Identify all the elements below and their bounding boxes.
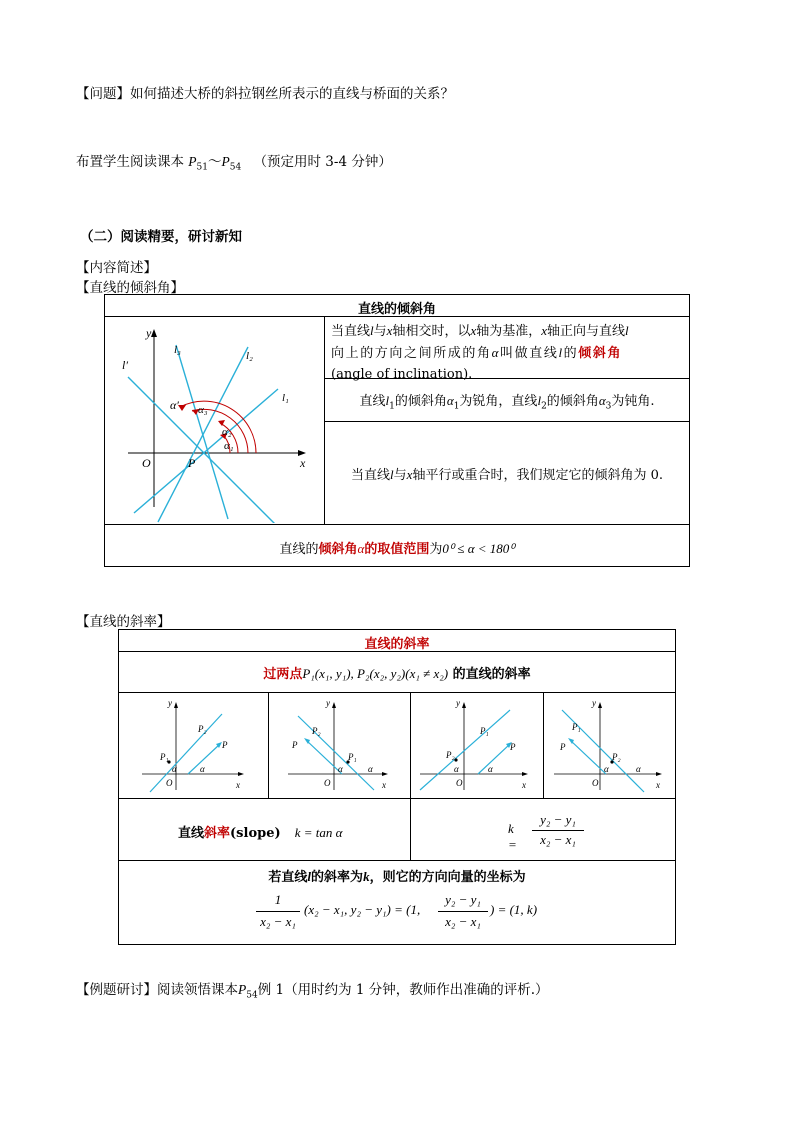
label-alpha: α — [488, 764, 493, 774]
page-to: P — [221, 154, 230, 169]
line — [298, 716, 374, 790]
slope-header: 直线的斜率 — [364, 637, 430, 652]
label-P2: P₂ — [446, 750, 455, 760]
page-to-sub: 54 — [229, 162, 242, 173]
dir-middle: (x₂ − x₁, y₂ − y₁) = (1, — [304, 902, 421, 917]
reading-assignment — [76, 150, 392, 173]
label-alpha: α — [368, 764, 373, 774]
y-arrow — [598, 702, 602, 708]
y-arrow — [151, 329, 157, 337]
dir-frac-den2: x₂ − x₁ — [445, 914, 481, 929]
slope-def-term: 斜率 — [204, 826, 231, 841]
assign-prefix: 布置学生阅读课本 — [76, 154, 184, 170]
label-y: y — [146, 326, 152, 340]
vector — [306, 740, 342, 774]
label-O: O — [324, 778, 331, 788]
label-alpha: α — [636, 764, 641, 774]
def-text: 叫做直线 — [500, 346, 559, 361]
parallel-part: 与 — [393, 468, 407, 483]
slope-def-part: 直线 — [178, 826, 205, 841]
def-text: 与 — [373, 324, 387, 339]
parallel-var: x — [406, 467, 413, 482]
divider — [410, 692, 411, 860]
label-P1: P₁ — [160, 752, 169, 762]
tilde: ～ — [208, 154, 222, 170]
question-label: 【问题】 — [76, 86, 130, 102]
divider — [324, 316, 325, 524]
def-text: 向上的方向之间所成的角 — [331, 346, 492, 361]
def-term: 倾斜角 — [578, 346, 623, 361]
slope-subheader — [118, 663, 676, 682]
def-text: 轴相交时，以 — [392, 324, 471, 339]
label-x: x — [300, 456, 306, 470]
y-arrow — [332, 702, 336, 708]
acute-sub: 3 — [605, 401, 612, 412]
label-O: O — [142, 456, 151, 470]
label-P2: P₂ — [198, 724, 207, 734]
label-y: y — [326, 698, 330, 708]
inclination-header: 直线的倾斜角 — [357, 302, 436, 317]
label-l-prime: l′ — [122, 358, 128, 372]
dir-var: k — [363, 869, 370, 884]
slope-graph-4 — [550, 696, 670, 794]
arrow-head — [178, 405, 186, 411]
divider — [543, 692, 544, 798]
dir-part: 若直线 — [268, 870, 308, 885]
acute-text: 的倾斜角 — [394, 394, 447, 409]
label-l2: l₂ — [246, 350, 253, 362]
formula-lhs: k = — [508, 821, 517, 852]
example-text: 阅读领悟课本 — [157, 982, 238, 998]
slope-label: 【直线的斜率】 — [76, 614, 171, 630]
def-var: x — [386, 323, 393, 338]
label-x: x — [382, 780, 386, 790]
label-O: O — [166, 778, 173, 788]
def-var: l — [370, 323, 374, 338]
label-alpha2: α₂ — [222, 426, 232, 438]
sub-part: 的直线的斜率 — [448, 667, 531, 682]
acute-var: α — [598, 393, 606, 408]
point-P2 — [454, 758, 457, 761]
divider — [268, 692, 269, 798]
slope-definition — [178, 822, 343, 841]
divider — [104, 524, 690, 525]
acute-text: 直线 — [359, 394, 386, 409]
label-l3: l₃ — [174, 344, 181, 356]
example-page: P — [238, 982, 247, 997]
range-part: 直线的 — [279, 542, 319, 557]
page-from-sub: 51 — [196, 162, 208, 173]
label-alpha: α — [454, 764, 459, 774]
dir-part: 的斜率为 — [311, 870, 364, 885]
slope-graph-2 — [282, 696, 398, 794]
def-english: (angle of inclination). — [331, 367, 473, 382]
divider — [118, 798, 676, 799]
range-text — [104, 538, 690, 557]
label-P: P — [222, 740, 228, 750]
label-P1: P₁ — [572, 722, 581, 732]
range-term: 倾斜角 — [318, 542, 358, 557]
acute-sub: 1 — [389, 401, 395, 412]
dir-end: ) = (1, k) — [490, 902, 538, 917]
label-P1: P₁ — [348, 752, 357, 762]
question-line — [76, 82, 454, 102]
parallel-var: l — [390, 467, 394, 482]
acute-text: 的倾斜角 — [546, 394, 599, 409]
parallel-text — [324, 464, 690, 483]
def-text: 当直线 — [331, 324, 371, 339]
label-x: x — [236, 780, 240, 790]
divider — [324, 421, 690, 422]
label-P: P — [292, 740, 298, 750]
def-text: 轴正向与直线 — [547, 324, 626, 339]
x-arrow — [522, 772, 528, 776]
label-y: y — [592, 698, 596, 708]
incline-label: 【直线的倾斜角】 — [76, 280, 184, 296]
angle-arc-prime — [180, 401, 256, 453]
slope-def-part: (slope) — [230, 826, 281, 841]
formula-numerator: y₂ − y₁ — [540, 812, 576, 827]
label-P1: P₁ — [480, 726, 489, 736]
example-line — [76, 978, 549, 1001]
label-O: O — [592, 778, 599, 788]
label-x: x — [656, 780, 660, 790]
direction-formula — [256, 892, 556, 938]
acute-obtuse-text — [324, 390, 690, 412]
inclination-definition — [331, 320, 686, 385]
page-from: P — [188, 154, 197, 169]
question-text: 如何描述大桥的斜拉钢丝所表示的直线与桥面的关系？ — [130, 86, 454, 102]
slope-graph-3 — [416, 696, 538, 794]
line — [420, 710, 510, 790]
def-text: 的 — [563, 346, 579, 361]
label-P: P — [188, 456, 196, 470]
x-arrow — [238, 772, 244, 776]
label-y: y — [168, 698, 172, 708]
assign-suffix: （预定用时 3-4 分钟） — [253, 154, 392, 170]
inclination-diagram — [106, 317, 323, 523]
label-P2: P₂ — [312, 726, 321, 736]
range-part: 为 — [429, 542, 443, 557]
formula-denominator: x₂ − x₁ — [540, 832, 576, 847]
example-text: 例 1（用时约为 1 分钟，教师作出准确的评析.） — [257, 982, 549, 998]
def-var: l — [558, 345, 564, 360]
slope-def-expression: k = tan α — [294, 825, 343, 840]
parallel-part: 轴平行或重合时，我们规定它的倾斜角为 0. — [412, 468, 663, 483]
x-arrow — [656, 772, 662, 776]
summary-label: 【内容简述】 — [76, 260, 157, 276]
label-alpha: α — [604, 764, 609, 774]
range-term: 的取值范围 — [364, 542, 430, 557]
sub-part: 过两点 — [263, 667, 303, 682]
label-l1: l₁ — [282, 392, 289, 404]
acute-var: α — [446, 393, 454, 408]
vector — [478, 744, 510, 774]
y-arrow — [174, 702, 178, 708]
divider — [118, 860, 676, 861]
vector — [570, 740, 606, 774]
label-x: x — [522, 780, 526, 790]
divider — [118, 692, 676, 693]
direction-text — [118, 866, 676, 885]
acute-sub: 2 — [541, 401, 547, 412]
dir-frac-den: x₂ − x₁ — [260, 914, 296, 929]
def-var: l — [625, 323, 629, 338]
range-var: α — [357, 541, 365, 556]
label-alpha3: α₃ — [198, 404, 208, 416]
acute-text: 为钝角. — [611, 394, 655, 409]
label-alpha1: α₁ — [224, 440, 234, 452]
label-O: O — [456, 778, 463, 788]
acute-var: l — [537, 393, 542, 408]
parallel-part: 当直线 — [351, 468, 391, 483]
acute-var: l — [385, 393, 390, 408]
line-l2 — [158, 347, 248, 522]
example-label: 【例题研讨】 — [76, 982, 157, 998]
fraction-bar — [532, 830, 584, 831]
def-var: x — [470, 323, 477, 338]
x-arrow — [382, 772, 388, 776]
section-title: （二）阅读精要，研讨新知 — [80, 229, 242, 245]
dir-frac-num: 1 — [274, 892, 282, 907]
example-page-sub: 54 — [246, 990, 258, 1001]
dir-var: l — [307, 869, 312, 884]
label-alpha-prime: α′ — [170, 398, 179, 412]
label-alpha: α — [172, 764, 177, 774]
label-alpha: α — [338, 764, 343, 774]
def-var: x — [541, 323, 548, 338]
sub-expression: P₁(x₁, y₁), P₂(x₂, y₂)(x₁ ≠ x₂) — [302, 666, 449, 681]
dir-frac-num2: y₂ − y₁ — [445, 892, 481, 907]
def-text: 轴为基准， — [476, 324, 542, 339]
acute-text: 为锐角，直线 — [459, 394, 538, 409]
acute-sub: 1 — [453, 401, 460, 412]
def-var: α — [491, 345, 501, 360]
label-y: y — [456, 698, 460, 708]
range-expression: 0⁰ ≤ α < 180⁰ — [442, 541, 515, 556]
slope-graph-1 — [136, 696, 250, 794]
label-P: P — [560, 742, 566, 752]
label-P: P — [510, 742, 516, 752]
fraction-bar — [438, 911, 488, 912]
label-alpha: α — [200, 764, 205, 774]
fraction-bar — [256, 911, 300, 912]
label-P2: P₂ — [612, 752, 621, 762]
y-arrow — [462, 702, 466, 708]
dir-part: ，则它的方向向量的坐标为 — [369, 870, 526, 885]
